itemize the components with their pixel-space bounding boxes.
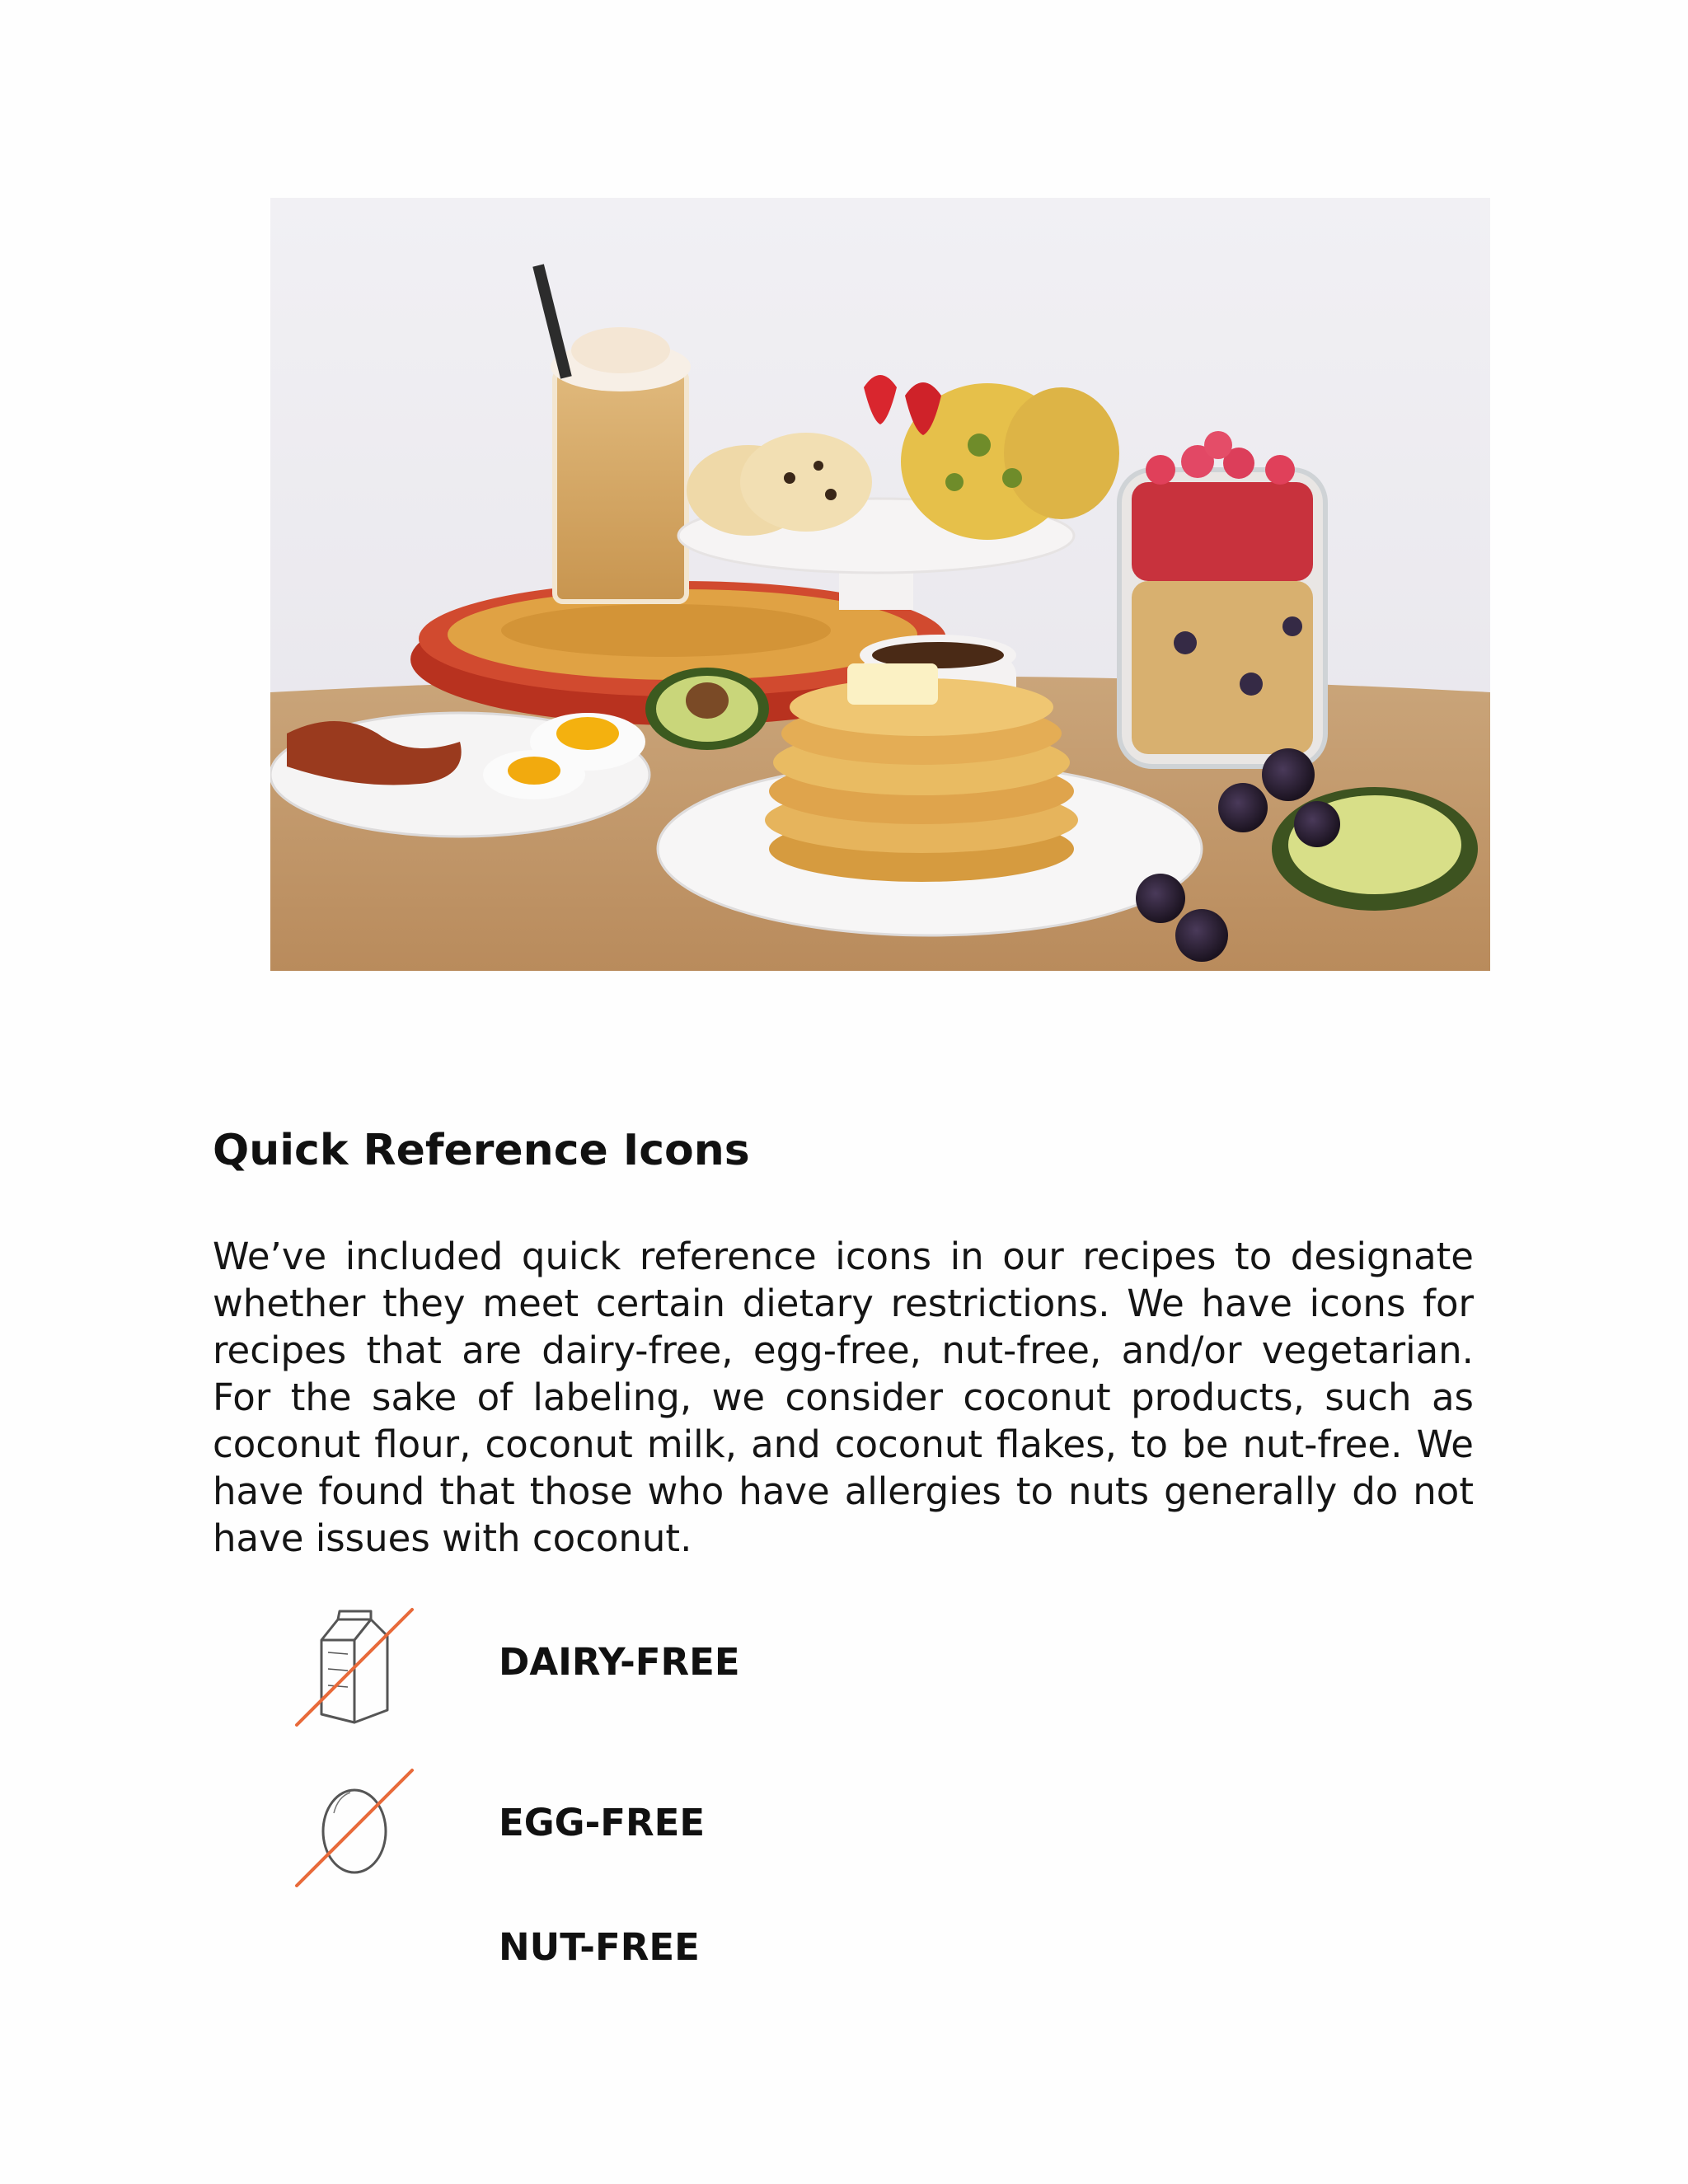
legend-nut-free — [288, 1892, 1030, 2024]
egg-crossed-icon — [288, 1764, 420, 1896]
section-title: Quick Reference Icons — [213, 1126, 750, 1175]
legend-label-nut-free: NUT-FREE — [499, 1925, 700, 1969]
legend-label-egg-free: EGG-FREE — [499, 1801, 706, 1844]
legend-egg-free — [288, 1764, 1030, 1896]
breakfast-photo — [270, 198, 1490, 971]
section-body: We’ve included quick reference icons in our recipes to designate whether they meet certain dietary restrictions. We have icons for recipes that are dairy-free, egg-free, nut-free, and/or vegetarian. For the sake of labeling, we consider coconut products, such as coconut flour, coconut milk, and coconut flakes, to be nut-free. We have found that those who have allergies to nuts generally do not have issues with coconut. — [213, 1235, 1474, 1560]
legend-label-dairy-free: DAIRY-FREE — [499, 1640, 740, 1684]
legend-dairy-free — [288, 1603, 1030, 1735]
milk-carton-crossed-icon — [288, 1603, 420, 1735]
